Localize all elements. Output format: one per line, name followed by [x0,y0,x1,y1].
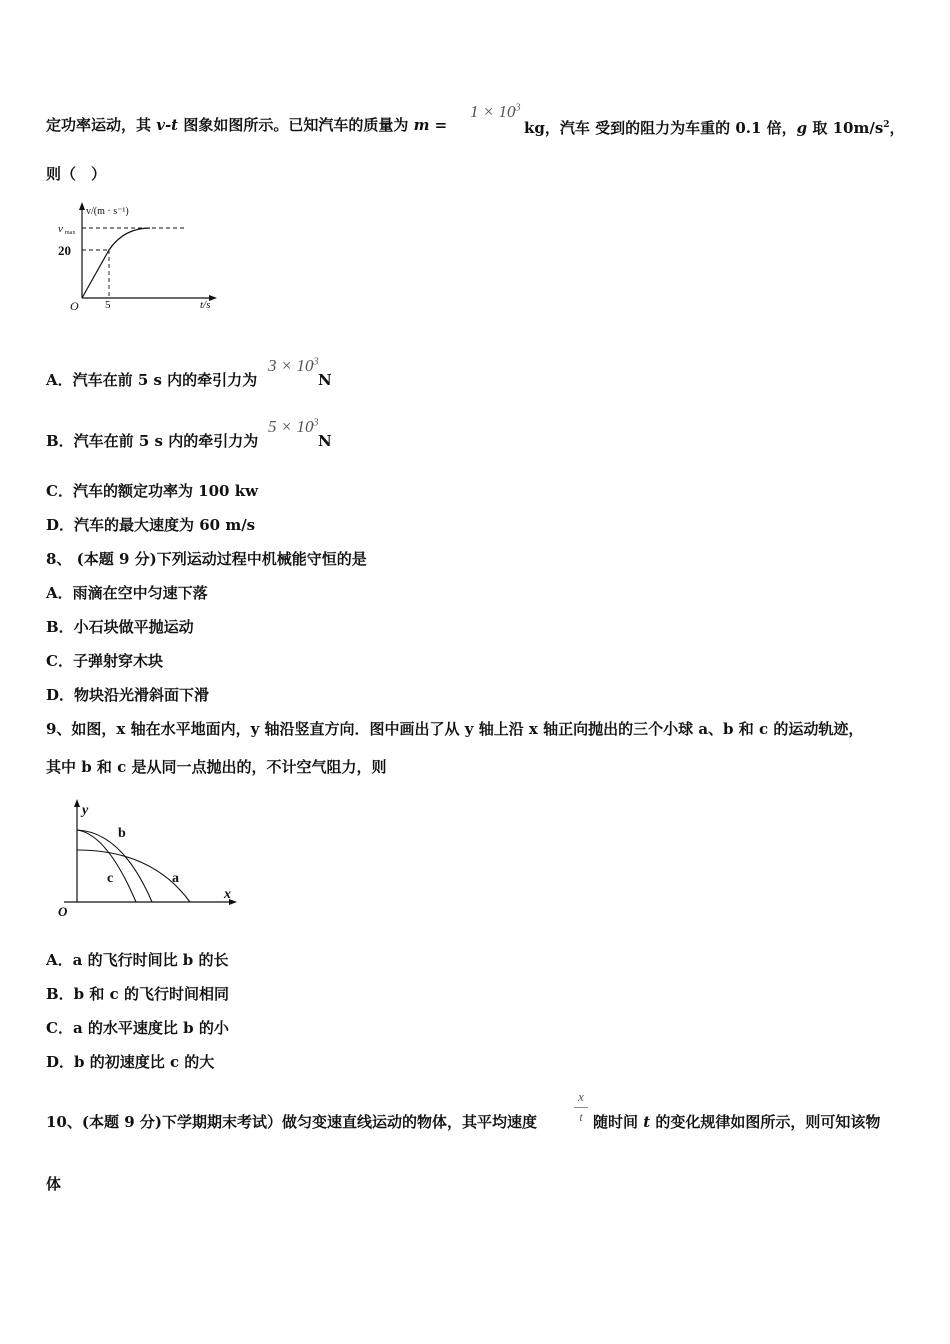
vt-y-label: v/(m · s⁻¹) [86,206,129,217]
traj-label-b: b [118,826,126,841]
vt-vmax-label: v [58,223,63,235]
q8-option-a: A．雨滴在空中匀速下落 [46,584,208,602]
q10-stem-line1-cont: 随时间 t 的变化规律如图所示，则可知该物 [593,1113,881,1131]
traj-y-arrow [74,799,80,807]
q7-stem-line2: 则（ ） [46,165,107,183]
q9-stem-line1: 9、如图，x 轴在水平地面内，y 轴沿竖直方向．图中画出了从 y 轴上沿 x 轴正向抛出的三个小球 a、b 和 c 的运动轨迹， [46,720,864,738]
q10-frac-bar [574,1107,588,1108]
q7-option-a: A．汽车在前 5 s 内的牵引力为 [46,371,258,389]
traj-y-label: y [82,803,89,818]
q7-vt-graph [52,198,222,316]
q7-option-b: B．汽车在前 5 s 内的牵引力为 [46,432,259,450]
q7-option-a-unit: N [318,371,332,389]
vt-vmax-sub: max [65,230,76,236]
q9-option-a: A．a 的飞行时间比 b 的长 [46,951,229,969]
vt-y-tick: 20 [58,243,71,258]
traj-label-a: a [172,871,179,886]
vt-curve [82,228,150,298]
q7-option-c: C．汽车的额定功率为 100 kw [46,482,259,500]
traj-x-label: x [224,887,231,902]
q9-stem-line2: 其中 b 和 c 是从同一点抛出的，不计空气阻力，则 [46,758,387,776]
q7-stem-line1: 定功率运动，其 v-t 图象如图所示。已知汽车的质量为 m = [46,116,448,134]
q9-option-d: D．b 的初速度比 c 的大 [46,1053,215,1071]
q7-option-b-unit: N [318,432,332,450]
q7-mass-formula: $1 \times 10^3$ [470,102,521,121]
q10-frac-den: t [579,1110,583,1124]
q10-stem-line1: 10、(本题 9 分)下学期期末考试）做匀变速直线运动的物体，其平均速度 [46,1113,537,1131]
vt-x-tick: 5 [105,299,111,311]
trajectory-b [77,830,152,902]
q10-frac-num: x [578,1089,584,1104]
q8-option-d: D．物块沿光滑斜面下滑 [46,686,210,704]
traj-label-c: c [107,871,114,886]
q7-option-b-formula: $5 \times 10^3$ [268,417,319,436]
q10-stem-line2: 体 [46,1175,62,1193]
q8-stem: 8、 (本题 9 分)下列运动过程中机械能守恒的是 [46,550,367,568]
q7-option-d: D．汽车的最大速度为 60 m/s [46,516,256,534]
traj-origin: O [58,904,68,919]
q10-fraction [574,1090,588,1124]
vt-x-label: t/s [200,299,211,311]
q8-option-b: B．小石块做平抛运动 [46,618,194,636]
q9-trajectory-graph [52,796,242,924]
q8-option-c: C．子弹射穿木块 [46,652,163,670]
q9-option-b: B．b 和 c 的飞行时间相同 [46,985,229,1003]
trajectory-c [77,830,136,902]
vt-y-arrow [79,202,85,210]
q9-option-c: C．a 的水平速度比 b 的小 [46,1019,229,1037]
q7-stem-line1-cont: kg，汽车 受到的阻力为车重的 0.1 倍，g 取 $10m/s^2$， [524,119,905,137]
vt-origin: O [70,299,79,313]
q7-option-a-formula: $3 \times 10^3$ [268,356,319,375]
